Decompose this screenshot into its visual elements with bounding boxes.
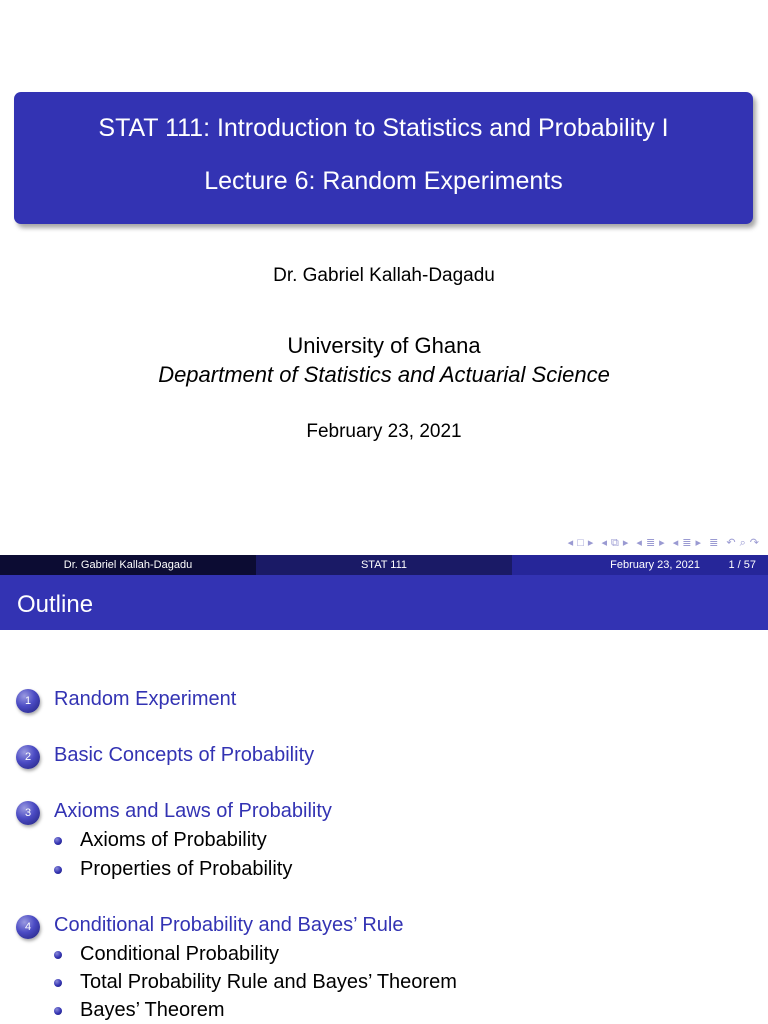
subsection-label[interactable]: Axioms of Probability — [80, 829, 267, 851]
nav-document-icon[interactable]: ≣ — [709, 537, 720, 549]
nav-forward-icon[interactable]: ↷ — [749, 537, 760, 549]
course-title: STAT 111: Introduction to Statistics and Probability I — [98, 114, 669, 142]
nav-subsection-icon[interactable]: ⧉ — [610, 537, 620, 549]
slide-footer — [0, 555, 768, 575]
institution: University of Ghana — [287, 333, 481, 358]
nav-section-icon[interactable]: ≣ — [645, 537, 657, 549]
footer-course: STAT 111 — [256, 555, 512, 575]
nav-prev-frame-icon[interactable]: ◂ — [567, 537, 575, 549]
subsection-label[interactable]: Bayes’ Theorem — [80, 999, 225, 1021]
footer-author: Dr. Gabriel Kallah-Dagadu — [0, 555, 256, 575]
section-number-ball-icon: 2 — [16, 745, 40, 769]
section-label[interactable]: Random Experiment — [54, 688, 237, 710]
lecture-title: Lecture 6: Random Experiments — [204, 167, 563, 195]
nav-prev-section-icon[interactable]: ◂ — [636, 537, 643, 549]
author: Dr. Gabriel Kallah-Dagadu — [273, 265, 495, 286]
nav-next-section-icon[interactable]: ▸ — [659, 537, 666, 549]
nav-back-icon[interactable]: ↶ — [726, 537, 737, 549]
bullet-icon — [54, 979, 62, 987]
frame-title: Outline — [0, 575, 768, 630]
bullet-icon — [54, 866, 62, 874]
bullet-icon — [54, 951, 62, 959]
footer-date: February 23, 2021 — [610, 559, 700, 571]
title-block — [14, 92, 753, 224]
department: Department of Statistics and Actuarial Science — [158, 362, 610, 387]
section-label[interactable]: Conditional Probability and Bayes’ Rule — [54, 914, 404, 936]
section-number-ball-icon: 1 — [16, 689, 40, 713]
bullet-icon — [54, 837, 62, 845]
beamer-navigation-bar[interactable] — [565, 536, 760, 550]
footer-page-number: 1 / 57 — [728, 559, 756, 571]
section-number-ball-icon: 4 — [16, 915, 40, 939]
nav-next-frame-icon[interactable]: ▸ — [587, 537, 595, 549]
subsection-label[interactable]: Total Probability Rule and Bayes’ Theorem — [80, 971, 457, 993]
nav-prev-subsection-icon[interactable]: ◂ — [601, 537, 608, 549]
bullet-icon — [54, 1007, 62, 1015]
nav-frame-icon[interactable]: □ — [577, 537, 585, 549]
nav-part-icon[interactable]: ≣ — [682, 537, 693, 549]
section-label[interactable]: Axioms and Laws of Probability — [54, 800, 332, 822]
nav-next-part-icon[interactable]: ▸ — [695, 537, 703, 549]
footer-right — [512, 555, 768, 575]
subsection-label[interactable]: Properties of Probability — [80, 858, 293, 880]
section-label[interactable]: Basic Concepts of Probability — [54, 744, 315, 766]
subsection-label[interactable]: Conditional Probability — [80, 943, 280, 965]
nav-search-icon[interactable]: ⌕ — [739, 537, 747, 549]
section-number-ball-icon: 3 — [16, 801, 40, 825]
nav-next-subsection-icon[interactable]: ▸ — [622, 537, 630, 549]
presentation-date: February 23, 2021 — [306, 421, 462, 442]
nav-prev-part-icon[interactable]: ◂ — [672, 537, 680, 549]
